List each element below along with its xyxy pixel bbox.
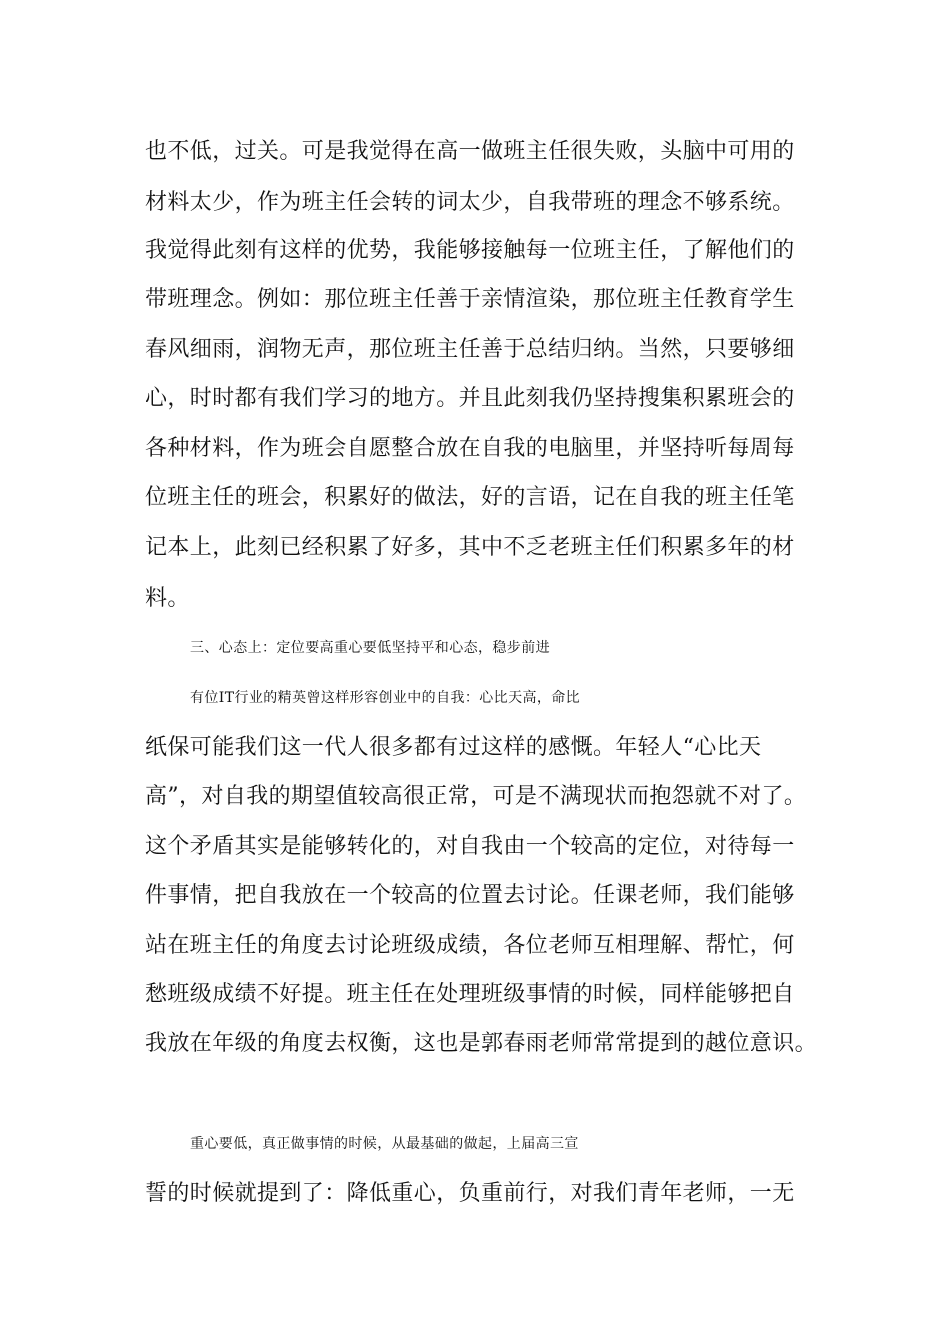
text-line: 记本上，此刻已经积累了好多，其中不乏老班主任们积累多年的材 [145,535,795,560]
text-line: 件事情，把自我放在一个较高的位置去讨论。任课老师，我们能够 [145,883,795,908]
text-line: 各种材料，作为班会自愿整合放在自我的电脑里，并坚持听每周每 [145,436,795,461]
text-line: 也不低，过关。可是我觉得在高一做班主任很失败，头脑中可用的 [145,139,795,164]
section-heading: 三、心态上：定位要高重心要低坚持平和心态，稳步前进 [190,640,550,656]
text-line: 我觉得此刻有这样的优势，我能够接触每一位班主任，了解他们的 [145,238,795,263]
text-line: 重心要低，真正做事情的时候，从最基础的做起，上届高三宣 [190,1136,579,1152]
text-line: 料。 [145,586,190,611]
text-line: 有位IT行业的精英曾这样形容创业中的自我：心比天高，命比 [190,690,581,706]
text-line: 高”，对自我的期望值较高很正常，可是不满现状而抱怨就不对了。 [145,784,807,809]
text-line: 位班主任的班会，积累好的做法，好的言语，记在自我的班主任笔 [145,485,795,510]
text-line: 春风细雨，润物无声，那位班主任善于总结归纳。当然，只要够细 [145,337,795,362]
text-line: 这个矛盾其实是能够转化的，对自我由一个较高的定位，对待每一 [145,834,795,859]
text-line: 站在班主任的角度去讨论班级成绩，各位老师互相理解、帮忙，何 [145,933,795,958]
text-line: 誓的时候就提到了：降低重心，负重前行，对我们青年老师，一无 [145,1181,795,1206]
text-line: 纸保可能我们这一代人很多都有过这样的感慨。年轻人“心比天 [145,735,762,760]
text-line: 带班理念。例如：那位班主任善于亲情渲染，那位班主任教育学生 [145,287,795,312]
text-line: 愁班级成绩不好提。班主任在处理班级事情的时候，同样能够把自 [145,982,795,1007]
text-line: 心，时时都有我们学习的地方。并且此刻我仍坚持搜集积累班会的 [145,386,795,411]
text-line: 我放在年级的角度去权衡，这也是郭春雨老师常常提到的越位意识。 [145,1031,818,1056]
text-line: 材料太少，作为班主任会转的词太少，自我带班的理念不够系统。 [145,190,795,215]
